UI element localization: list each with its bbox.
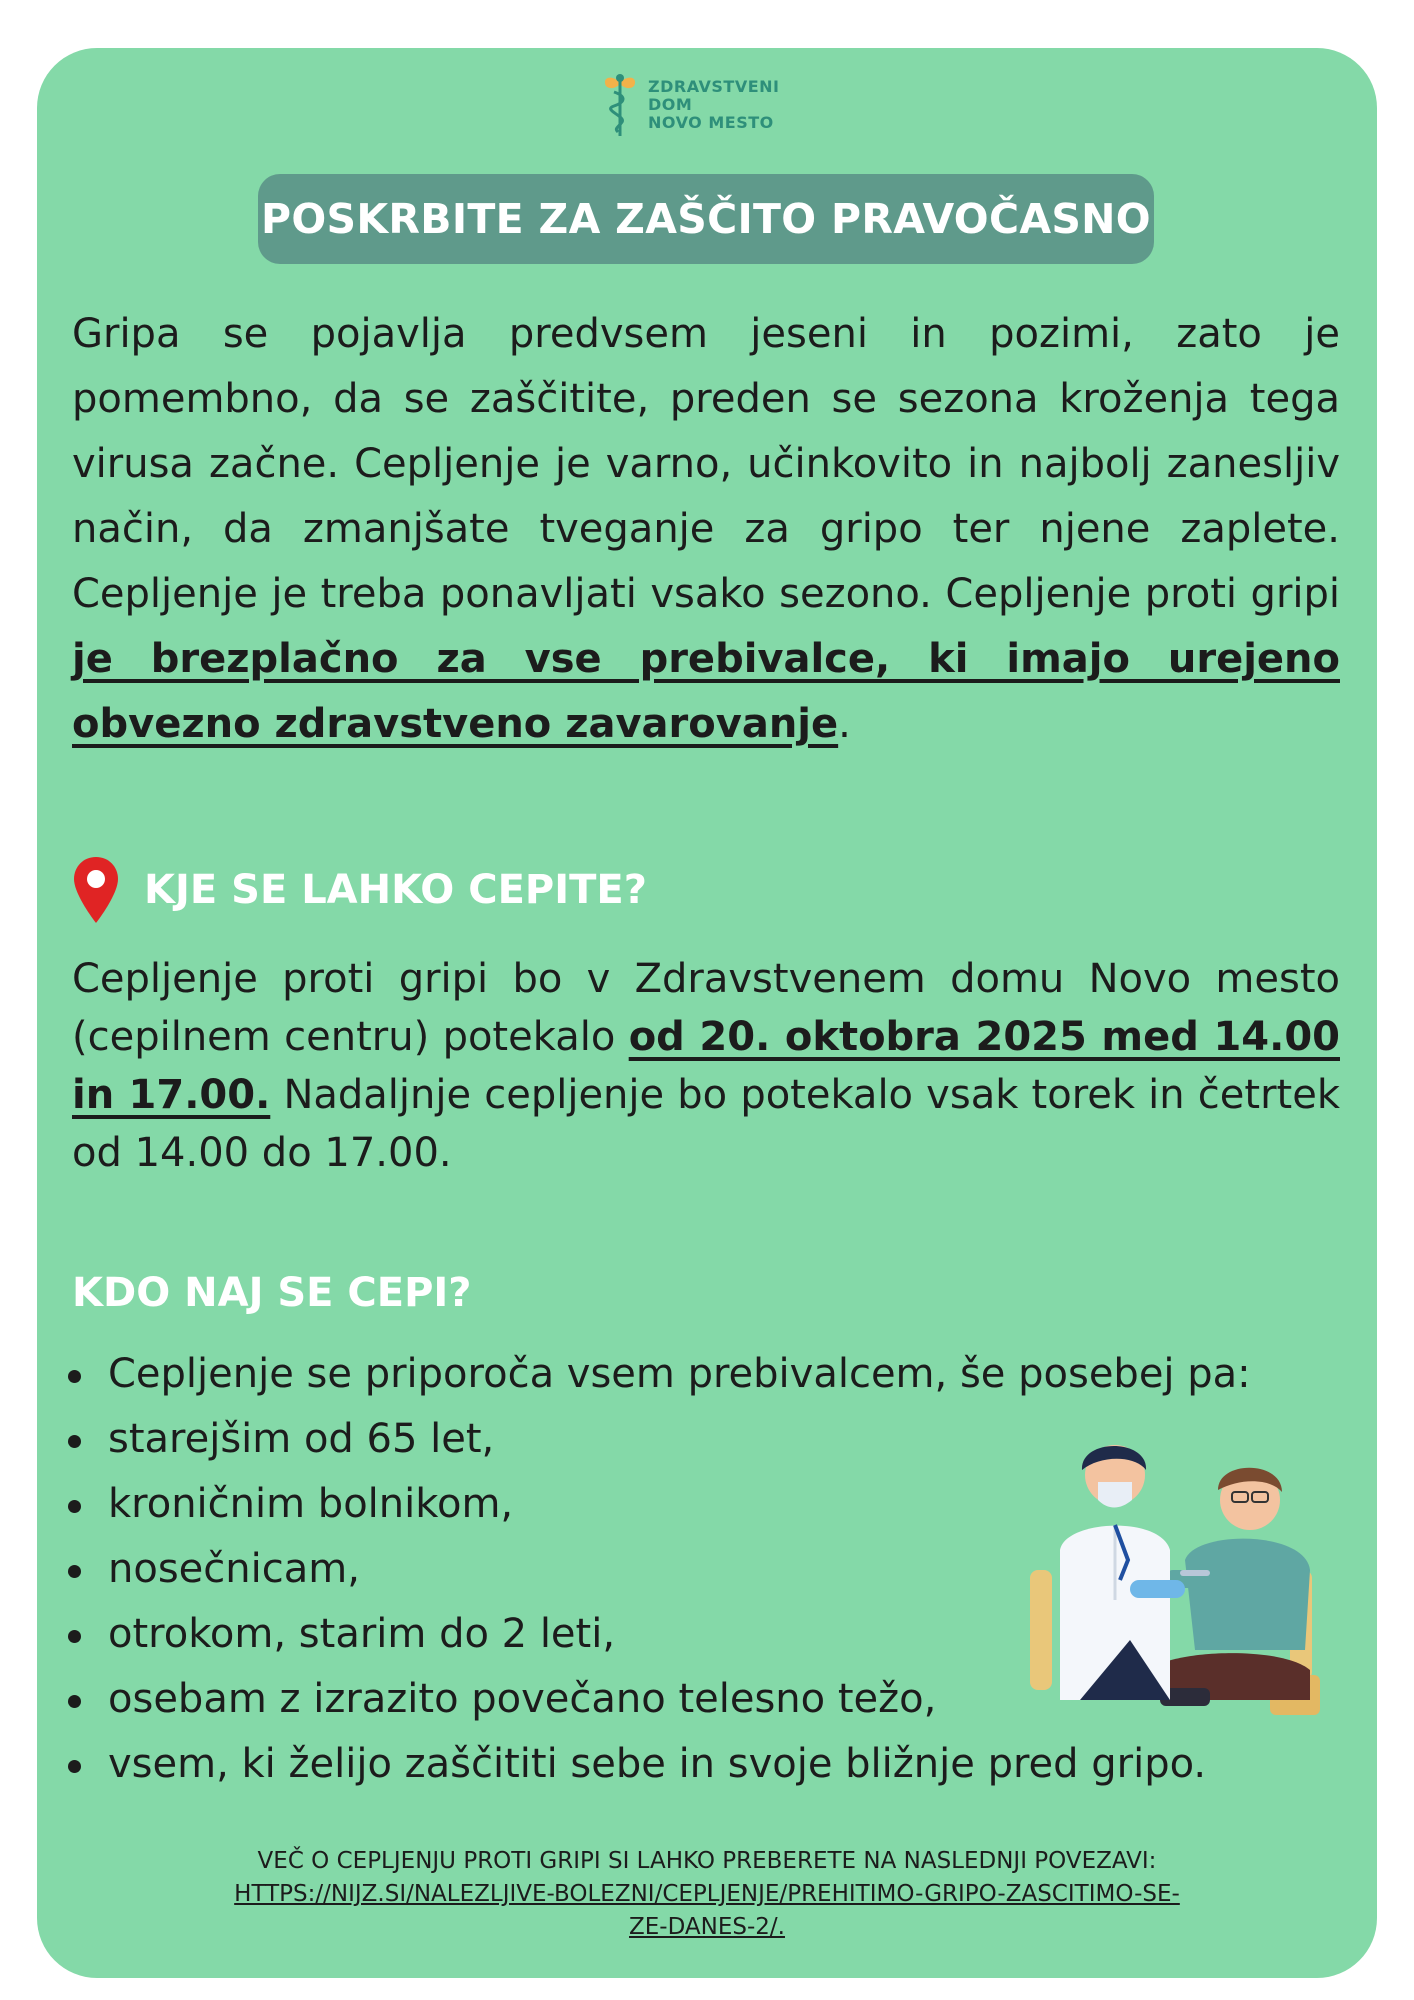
where-heading: KJE SE LAHKO CEPITE?: [144, 867, 647, 913]
list-item: Cepljenje se priporoča vsem prebivalcem, še posebej pa:: [60, 1342, 1251, 1407]
logo-line-2: DOM: [648, 95, 693, 114]
logo-line-3: NOVO MESTO: [648, 113, 774, 132]
vaccination-illustration: [1020, 1420, 1340, 1720]
intro-end: .: [838, 701, 851, 747]
where-heading-row: [72, 855, 647, 925]
where-paragraph: [72, 950, 1340, 1182]
where-text-2: Nadaljnje cepljenje bo potekalo vsak torek in četrtek od 14.00 do 17.00.: [72, 1072, 1340, 1176]
footer-link-line-1[interactable]: HTTPS://NIJZ.SI/NALEZLJIVE-BOLEZNI/CEPLJENJE/PREHITIMO-GRIPO-ZASCITIMO-SE-: [234, 1881, 1180, 1907]
where-emphasis: od 20. oktobra 2025 med 14.00 in 17.00.: [72, 1014, 1340, 1118]
caduceus-logo-icon: [600, 70, 640, 140]
intro-emphasis: je brezplačno za vse prebivalce, ki imajo urejeno obvezno zdravstveno zavarovanje: [72, 636, 1340, 747]
list-item: nosečnicam,: [60, 1537, 1251, 1602]
footer-link-line-2[interactable]: ZE-DANES-2/.: [629, 1914, 785, 1940]
logo: [600, 70, 830, 140]
footer-text: VEČ O CEPLJENJU PROTI GRIPI SI LAHKO PREBERETE NA NASLEDNJI POVEZAVI:: [257, 1848, 1157, 1874]
footer: [100, 1845, 1314, 1944]
list-item: starejšim od 65 let,: [60, 1407, 1251, 1472]
where-text: Cepljenje proti gripi bo v Zdravstvenem domu Novo mesto (cepilnem centru) potekalo: [72, 956, 1340, 1060]
list-item: osebam z izrazito povečano telesno težo,: [60, 1667, 1251, 1732]
list-item: kroničnim bolnikom,: [60, 1472, 1251, 1537]
page-title: POSKRBITE ZA ZAŠČITO PRAVOČASNO: [261, 195, 1151, 243]
list-item: otrokom, starim do 2 leti,: [60, 1602, 1251, 1667]
intro-paragraph: [72, 302, 1340, 757]
location-pin-icon: [72, 855, 120, 925]
intro-text: Gripa se pojavlja predvsem jeseni in pozimi, zato je pomembno, da se zaščitite, preden se sezona kroženja tega virusa začne. Cepljenje je varno, učinkovito in najbolj zanesljiv način, da zmanjšate tveganje za gripo ter njene zaplete. Cepljenje je treba ponavljati vsako sezono. Cepljenje proti gripi: [72, 311, 1340, 617]
list-item: vsem, ki želijo zaščititi sebe in svoje bližnje pred gripo.: [60, 1732, 1251, 1797]
who-heading: KDO NAJ SE CEPI?: [72, 1270, 472, 1316]
logo-line-1: ZDRAVSTVENI: [648, 77, 780, 96]
title-banner: [258, 174, 1154, 264]
